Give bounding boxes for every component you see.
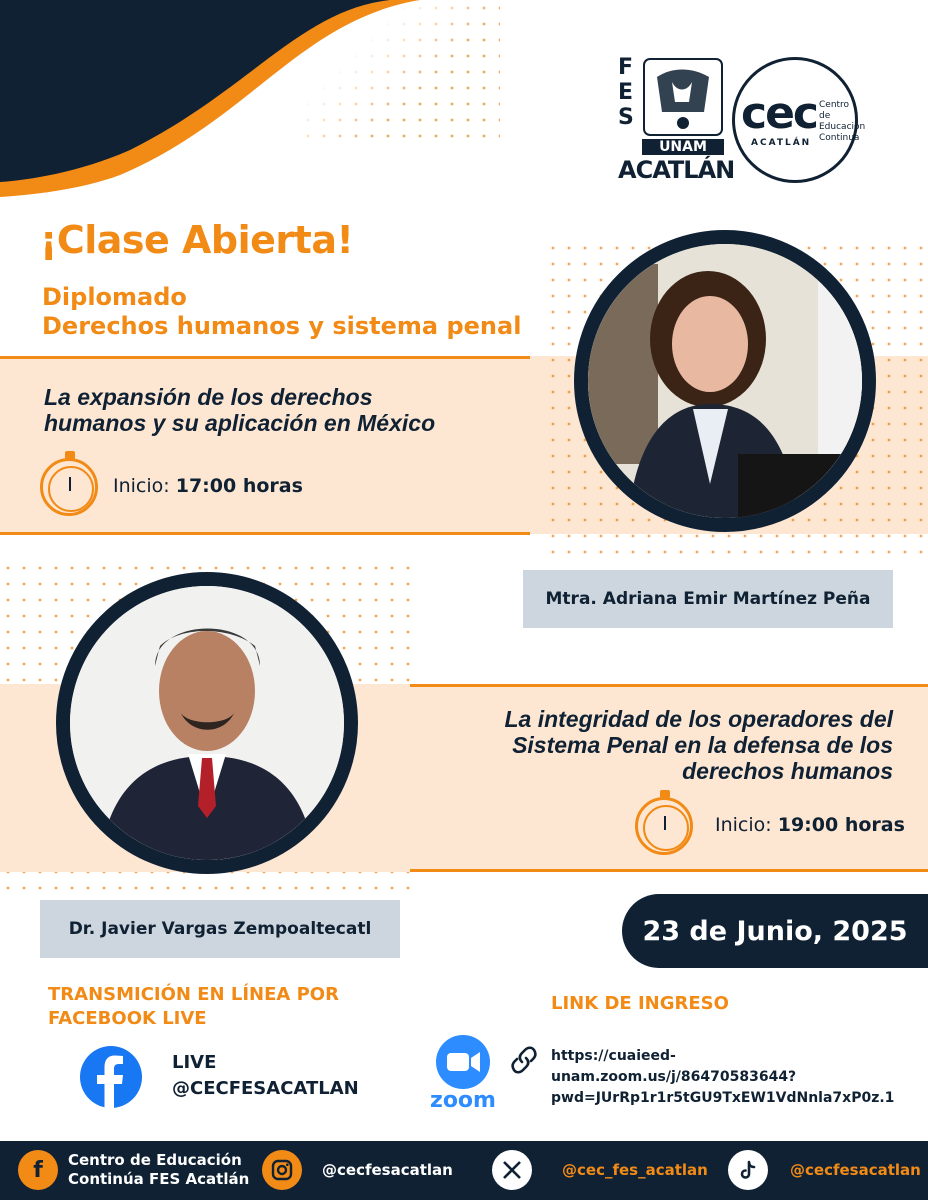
session1-top-rule (0, 356, 530, 359)
facebook-icon[interactable] (80, 1046, 142, 1108)
zoom-link-line3[interactable]: pwd=JUrRp1r1r5tGU9TxEW1VdNnla7xP0z.1 (551, 1090, 895, 1106)
session1-bottom-rule (0, 532, 530, 535)
diploma-label: Diplomado (42, 283, 187, 311)
facebook-live-text[interactable] (172, 1050, 359, 1102)
clock-icon (40, 458, 98, 516)
acatlan-label: ACATLÁN (618, 156, 735, 184)
zoom-link[interactable] (551, 1046, 894, 1109)
session1-start-time: 17:00 horas (175, 475, 303, 497)
zoom-link-line2[interactable]: unam.zoom.us/j/86470583644? (551, 1069, 797, 1085)
facebook-live-heading (48, 983, 339, 1031)
footer-instagram[interactable]: @cecfesacatlan (322, 1161, 453, 1179)
x-icon[interactable] (492, 1150, 532, 1190)
speaker2-photo (56, 572, 358, 874)
session1-topic (44, 384, 504, 436)
facebook-live-handle[interactable]: @CECFESACATLAN (172, 1078, 359, 1099)
tiktok-icon[interactable] (728, 1150, 768, 1190)
speaker1-portrait (588, 244, 862, 518)
cec-logo-sub: ACATLÁN (751, 138, 812, 148)
footer-facebook-line2: Continúa FES Acatlán (68, 1170, 250, 1188)
speaker1-name: Mtra. Adriana Emir Martínez Peña (523, 570, 893, 628)
cec-logo-text: cec (741, 88, 818, 139)
event-date: 23 de Junio, 2025 (622, 894, 928, 968)
facebook-icon[interactable]: f (18, 1150, 58, 1190)
session2-start (715, 814, 905, 836)
session2-top-rule (410, 684, 928, 687)
speaker1-photo (574, 230, 876, 532)
session2-topic-line3: derechos humanos (682, 758, 893, 784)
fes-unam-logo (618, 55, 735, 185)
session2-start-time: 19:00 horas (777, 814, 905, 836)
zoom-label: zoom (430, 1088, 496, 1113)
zoom-icon[interactable] (436, 1035, 490, 1089)
session2-topic (420, 706, 893, 784)
facebook-live-heading-line2: FACEBOOK LIVE (48, 1008, 207, 1029)
fes-letters: FES (618, 55, 634, 130)
session1-start-label: Inicio: (113, 475, 170, 497)
session1-start (113, 475, 303, 497)
cec-logo-desc: Centro de Educación Continua (819, 100, 866, 143)
session2-bottom-rule (410, 869, 928, 872)
footer-facebook-line1: Centro de Educación (68, 1151, 242, 1169)
footer-x[interactable]: @cec_fes_acatlan (562, 1161, 708, 1179)
facebook-live-label: LIVE (172, 1052, 217, 1073)
facebook-live-heading-line1: TRANSMICIÓN EN LÍNEA POR (48, 984, 339, 1005)
link-icon (510, 1046, 538, 1074)
session1-topic-line2: humanos y su aplicación en México (44, 410, 436, 436)
zoom-link-heading: LINK DE INGRESO (551, 993, 729, 1014)
speaker2-portrait (70, 586, 344, 860)
session2-topic-line1: La integridad de los operadores del (504, 706, 893, 732)
unam-label: UNAM (642, 139, 724, 155)
diploma-name: Derechos humanos y sistema penal (42, 312, 522, 340)
session2-topic-line2: Sistema Penal en la defensa de los (512, 732, 893, 758)
zoom-link-line1[interactable]: https://cuaieed- (551, 1048, 676, 1064)
footer-tiktok[interactable]: @cecfesacatlan (790, 1161, 921, 1179)
unam-seal-icon (642, 57, 724, 137)
cec-logo (732, 57, 866, 183)
instagram-icon[interactable] (262, 1150, 302, 1190)
session2-start-label: Inicio: (715, 814, 772, 836)
page-title: ¡Clase Abierta! (40, 218, 354, 262)
footer-facebook[interactable] (68, 1151, 249, 1189)
dot-pattern-top (300, 0, 500, 150)
clock-icon (635, 797, 693, 855)
session1-topic-line1: La expansión de los derechos (44, 384, 373, 410)
speaker2-name: Dr. Javier Vargas Zempoaltecatl (40, 900, 400, 958)
